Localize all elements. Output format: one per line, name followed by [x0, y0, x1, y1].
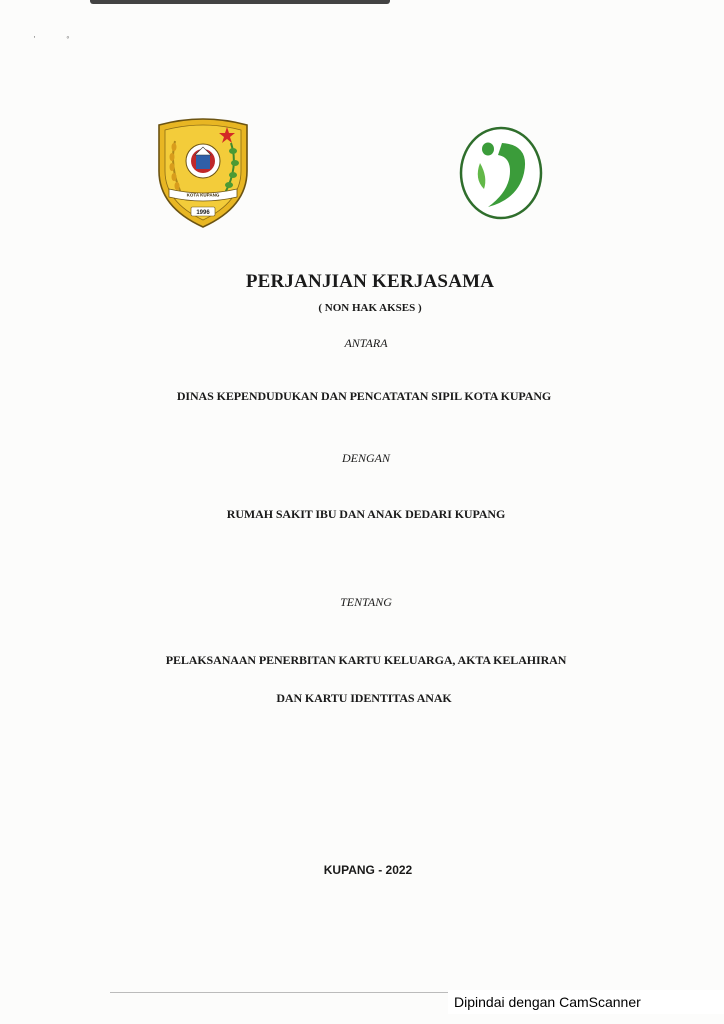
svg-text:KOTA KUPANG: KOTA KUPANG [186, 192, 220, 198]
scan-bottom-edge [110, 992, 450, 993]
agreement-topic-line-2: DAN KARTU IDENTITAS ANAK [276, 691, 452, 705]
connector-dengan: DENGAN [342, 451, 390, 465]
agreement-topic-line-1: PELAKSANAAN PENERBITAN KARTU KELUARGA, AKTA KELAHIRAN [165, 653, 567, 667]
scan-artifact-marks: · ◦ [33, 32, 84, 42]
connector-tentang: TENTANG [340, 595, 392, 609]
scan-top-edge [90, 0, 390, 4]
kota-kupang-coat-of-arms-icon [155, 111, 251, 229]
second-party-name: RUMAH SAKIT IBU DAN ANAK DEDARI KUPANG [226, 507, 506, 521]
first-party-name: DINAS KEPENDUDUKAN DAN PENCATATAN SIPIL KOTA KUPANG [176, 389, 552, 403]
document-title: PERJANJIAN KERJASAMA [245, 271, 495, 292]
place-and-year: KUPANG - 2022 [323, 863, 413, 877]
hospital-green-figure-logo-icon [458, 125, 544, 221]
connector-antara: ANTARA [344, 336, 388, 350]
svg-text:1996: 1996 [196, 210, 210, 216]
camscanner-watermark: Dipindai dengan CamScanner [448, 990, 724, 1014]
document-subtitle: ( NON HAK AKSES ) [318, 302, 422, 314]
